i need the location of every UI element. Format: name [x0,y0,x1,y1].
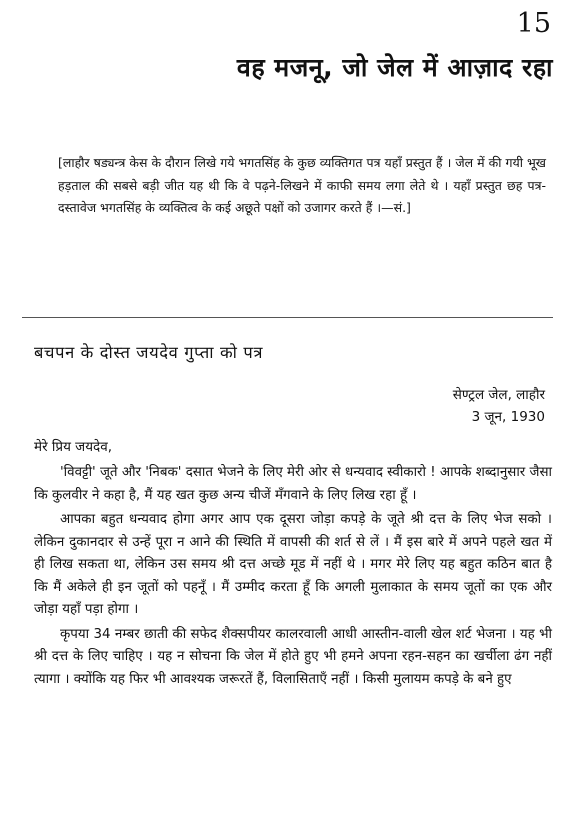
letter-heading: बचपन के दोस्त जयदेव गुप्ता को पत्र [34,343,264,362]
chapter-number: 15 [516,8,551,39]
letter-salutation: मेरे प्रिय जयदेव, [34,439,112,455]
intro-note: [लाहौर षड्यन्त्र केस के दौरान लिखे गये भगतसिंह के कुछ व्यक्तिगत पत्र यहाँ प्रस्तुत हैं । जेल में की गयी भूख हड़ताल की सबसे बड़ी जीत यह थी कि वे पढ़ने-लिखने में काफी समय लगा लेते थे । यहाँ प्रस्तुत छह पत्र-दस्तावेज भगतसिंह के व्यक्तित्व के कई अछूते पक्षों को उजागर करते हैं ।—सं.] [58,155,546,215]
letter-place: सेण्ट्रल जेल, लाहौर [452,387,545,403]
letter-paragraph: आपका बहुत धन्यवाद होगा अगर आप एक दूसरा जोड़ा कपड़े के जूते श्री दत्त के लिए भेज सको । लेकिन दुकानदार से उन्हें पूरा न आने की स्थिति में वापसी की शर्त से लें । मैं इस बारे में अपने पहले खत में ही लिख सकता था, लेकिन उस समय श्री दत्त अच्छे मूड में नहीं थे । मगर मेरे लिए यह बहुत कठिन बात है कि मैं अकेले ही इन जूतों को पहनूँ । मैं उम्मीद करता हूँ कि अगली मुलाकात के समय जूतों का एक और जोड़ा यहाँ पड़ा होगा । [34,512,552,617]
letter-date: 3 जून, 1930 [471,409,545,425]
letter-paragraph: कृपया 34 नम्बर छाती की सफेद शैक्सपीयर कालरवाली आधी आस्तीन-वाली खेल शर्ट भेजना । यह भी श्री दत्त के लिए चाहिए । यह न सोचना कि जेल में होते हुए भी हमने अपना रहन-सहन का खर्चीला ढंग नहीं त्यागा । क्योंकि यह फिर भी आवश्यक जरूरतें हैं, विलासिताएँ नहीं । किसी मुलायम कपड़े के बने हुए [34,626,552,687]
chapter-title: वह मजनू, जो जेल में आज़ाद रहा [236,53,553,82]
section-divider [22,317,553,318]
letter-address [453,384,545,428]
letter-body [34,462,552,691]
letter-paragraph: 'विवट्टी' जूते और 'निबक' दसात भेजने के लिए मेरी ओर से धन्यवाद स्वीकारो ! आपके शब्दानुसार जैसा कि कुलवीर ने कहा है, मैं यह खत कुछ अन्य चीजें मँगवाने के लिए लिख रहा हूँ । [34,465,553,503]
